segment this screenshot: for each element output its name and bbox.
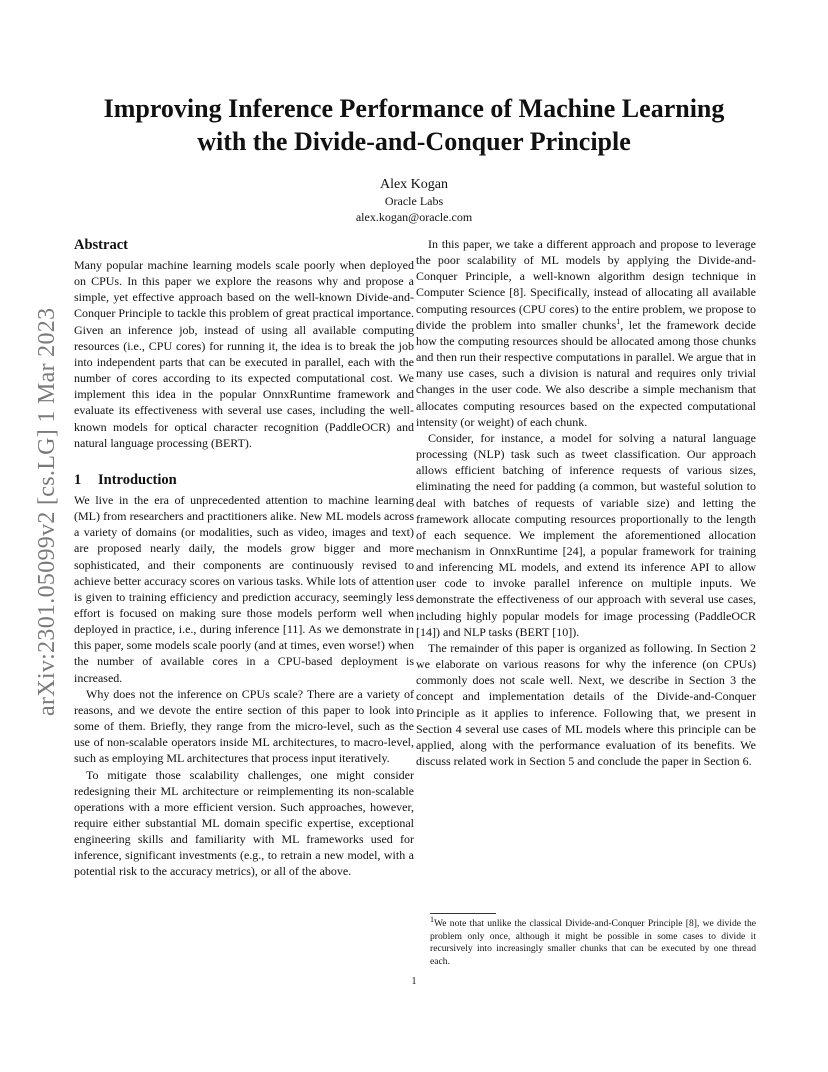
left-column xyxy=(74,236,414,880)
footnote xyxy=(430,914,756,969)
footnote-reference: 1 xyxy=(616,316,621,326)
footnote-text: We note that unlike the classical Divide-and-Conquer Principle [8], we divide the problem only once, although it might be possible in some cases to divide it recursively into increasingly smaller chunks that can be executed by one thread each. xyxy=(430,918,756,968)
intro-paragraph-6: The remainder of this paper is organized as following. In Section 2 we elaborate on various reasons for why the inference (on CPUs) commonly does not scale well. Next, we describe in Section 3 the concept and implementation details of the Divide-and-Conquer Principle as it applies to inference. Following that, we present in Section 4 several use cases of ML models where this principle can be applied, along with the performance evaluation of its benefits. We discuss related work in Section 5 and conclude the paper in Section 6. xyxy=(416,640,756,768)
intro-paragraph-5: Consider, for instance, a model for solving a natural language processing (NLP) task such as tweet classification. Our approach allows efficient batching of inference requests of various sizes, eliminating the need for padding (a common, but wasteful solution to deal with batches of requests of variable size) and letting the framework allocate computing resources proportionally to the length of each sequence. We implement the aforementioned allocation mechanism in OnnxRuntime [24], a popular framework for training and inferencing ML models, and extend its inference API to allow user code to invoke parallel inference on multiple inputs. We demonstrate the effectiveness of our approach with several use cases, including highly popular models for image processing (PaddleOCR [14]) and NLP tasks (BERT [10]). xyxy=(416,430,756,639)
footnote-mark: 1 xyxy=(430,914,434,924)
paper-title: Improving Inference Performance of Machine Learning with the Divide-and-Conquer Principle xyxy=(103,94,725,156)
arxiv-identifier: arXiv:2301.05099v2 [cs.LG] 1 Mar 2023 xyxy=(34,307,60,716)
intro-paragraph-2: Why does not the inference on CPUs scale? There are a variety of reasons, and we devote the entire section of this paper to look into some of them. Briefly, they range from the micro-level, such as the use of non-scalable operators inside ML architectures, to macro-level, such as employing ML architectures that process input iteratively. xyxy=(74,686,414,766)
abstract-text: Many popular machine learning models scale poorly when deployed on CPUs. In this paper we explore the reasons why and propose a simple, yet effective approach based on the well-known Divide-and-Conquer Principle to tackle this problem of great practical importance. Given an inference job, instead of using all available computing resources (i.e., CPU cores) for running it, the idea is to break the job into independent parts that can be executed in parallel, each with the number of cores according to its expected computational cost. We implement this idea in the popular OnnxRuntime framework and evaluate its effectiveness with several use cases, including the well-known models for optical character recognition (PaddleOCR) and natural language processing (BERT). xyxy=(74,258,414,450)
intro-paragraph-4-part-1: In this paper, we take a different approach and propose to leverage the poor scalability of ML models by applying the Divide-and-Conquer Principle, a well-known algorithm design technique in Computer Science [8]. Specifically, instead of allocating all available computing resources (CPU cores) to the entire problem, we propose to divide the problem into smaller chunks xyxy=(416,237,756,332)
intro-paragraph-4 xyxy=(416,236,756,430)
section-number: 1 xyxy=(74,471,82,488)
intro-paragraph-4-part-2: , let the framework decide how the computing resources should be allocated among those chunks and then run their respective computations in parallel. We argue that in many use cases, such a division is natural and requires only trivial changes in the user code. We also describe a simple mechanism that allocates computing resources based on the expected computational intensity (or weight) of each chunk. xyxy=(416,317,756,429)
section-title: Introduction xyxy=(98,471,177,488)
abstract-heading: Abstract xyxy=(74,237,128,253)
page-number: 1 xyxy=(411,976,417,987)
right-column xyxy=(416,236,756,769)
footnote-divider xyxy=(430,913,496,914)
intro-paragraph-1: We live in the era of unprecedented attention to machine learning (ML) from researchers and practitioners alike. New ML models across a variety of domains (or modalities, such as video, images and text) are proposed nearly daily, the models grow bigger and more sophisticated, and their components are continuously revised to achieve better accuracy scores on various tasks. While lots of attention is given to training efficiency and prediction accuracy, seemingly less effort is focused on making sure those models perform well when deployed in practice, i.e., during inference [11]. As we demonstrate in this paper, some models scale poorly (and at times, even worse!) when the number of available cores in a CPU-based deployment is increased. xyxy=(74,492,414,685)
introduction-heading xyxy=(74,471,414,489)
author-name: Alex Kogan xyxy=(379,177,449,192)
author-email: alex.kogan@oracle.com xyxy=(355,210,473,224)
intro-paragraph-3: To mitigate those scalability challenges, one might consider redesigning their ML architecture or reimplementing its non-scalable operations with a more efficient version. Such approaches, however, require either substantial ML domain specific expertise, exceptional engineering skills and familiarity with ML frameworks used for inference, significant investments (e.g., to retrain a new model, with a potential risk to the accuracy metrics), or all of the above. xyxy=(74,767,414,879)
author-affiliation: Oracle Labs xyxy=(384,194,444,208)
